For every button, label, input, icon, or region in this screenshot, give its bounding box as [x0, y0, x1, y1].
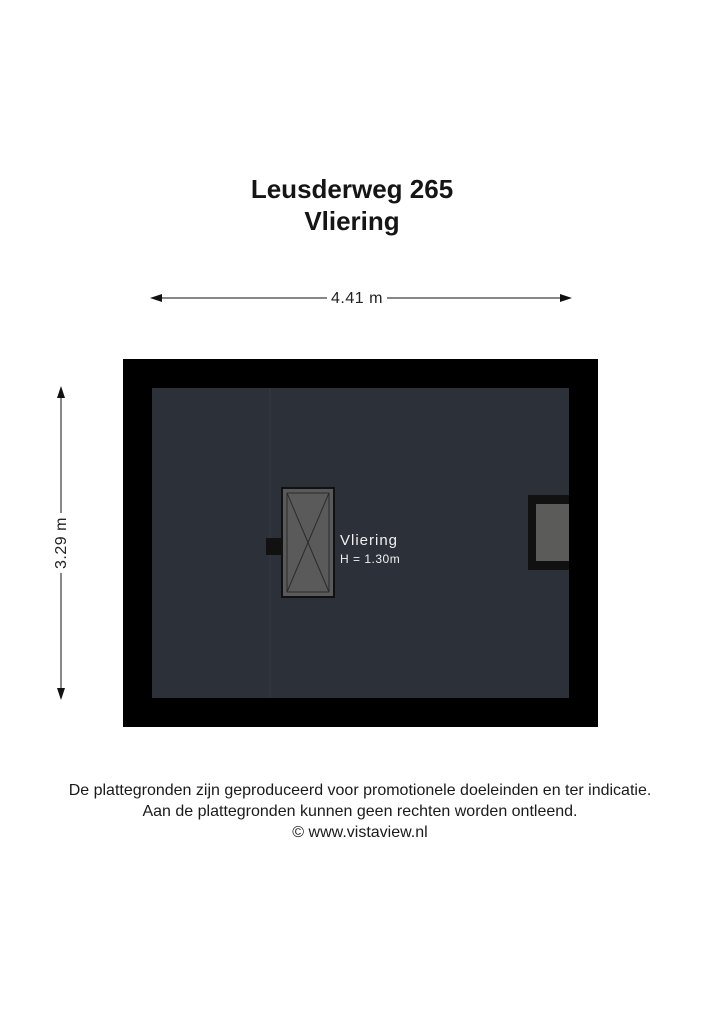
width-dimension-label: 4.41 m: [327, 290, 387, 308]
duct-block: [266, 538, 282, 555]
plan-address-title: Leusderweg 265: [250, 174, 454, 204]
depth-dimension-label: 3.29 m: [53, 513, 71, 573]
disclaimer-line-2: Aan de plattegronden kunnen geen rechten worden ontleend.: [142, 803, 578, 820]
plan-floor-title: Vliering: [304, 206, 400, 236]
room-height-label: H = 1.30m: [340, 552, 401, 566]
room-name-label: Vliering: [340, 532, 399, 549]
attic-hatch: [282, 488, 334, 597]
copyright-line: © www.vistaview.nl: [292, 824, 428, 841]
disclaimer-line-1: De plattegronden zijn geproduceerd voor promotionele doeleinden en ter indicatie.: [68, 782, 652, 799]
right-wall-window: [528, 495, 569, 570]
